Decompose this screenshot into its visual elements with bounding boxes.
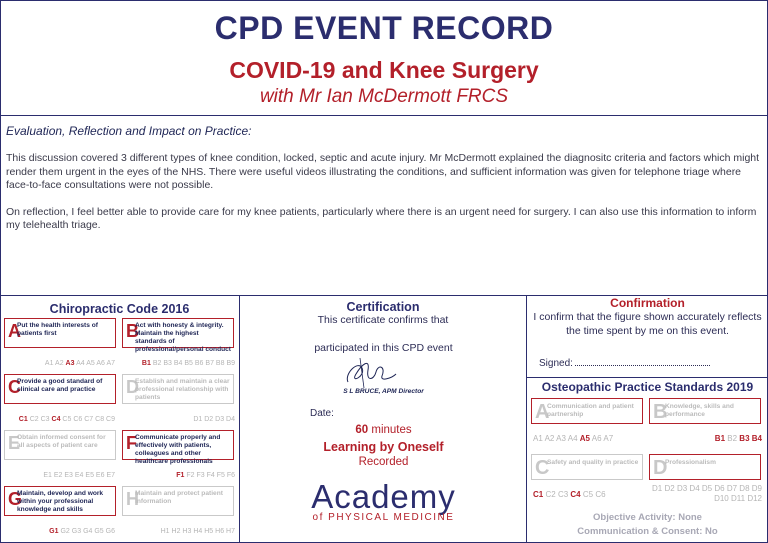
subcode-c5: C5	[582, 490, 594, 499]
osteo-c-subcodes	[533, 490, 606, 499]
subcode-d8: D8	[739, 484, 750, 493]
chiro-code-c	[4, 374, 116, 404]
subcode-a4: A4	[567, 434, 578, 443]
confirmation-heading: Confirmation	[610, 296, 685, 310]
subcode-b7: B7	[205, 360, 214, 367]
confirmation-box	[527, 296, 768, 378]
osteo-standard-d	[649, 454, 761, 480]
subcode-c5: C5	[62, 416, 72, 423]
chiro-code-f	[122, 430, 234, 465]
subcode-d1: D1	[652, 484, 663, 493]
subcode-d12: D12	[747, 494, 762, 503]
standard-description: Safety and quality in practice	[547, 459, 639, 466]
code-letter: C	[8, 377, 21, 397]
standard-letter: B	[653, 401, 668, 423]
subcode-g6: G6	[105, 528, 115, 535]
osteo-d-subcodes	[650, 484, 762, 504]
standard-letter: D	[653, 457, 668, 479]
chiro-b-subcodes	[142, 360, 235, 367]
osteo-a-subcodes	[533, 434, 613, 443]
chiro-h-subcodes	[161, 528, 235, 535]
code-letter: F	[126, 433, 137, 453]
subcode-c2: C2	[545, 490, 556, 499]
director-name: S L BRUCE, APM Director	[343, 388, 424, 395]
subcode-d2: D2	[664, 484, 675, 493]
subcode-b5: B5	[184, 360, 193, 367]
subcode-h1: H1	[160, 528, 170, 535]
subcode-b4: B4	[751, 434, 762, 443]
subcode-c1: C1	[533, 490, 544, 499]
code-description: Provide a good standard of clinical care and practice	[17, 378, 103, 393]
subcode-h2: H2	[171, 528, 181, 535]
record-status: Recorded	[358, 456, 409, 468]
subcode-c8: C8	[95, 416, 105, 423]
subcode-a6: A6	[591, 434, 602, 443]
subcode-d3: D3	[215, 416, 225, 423]
evaluation-paragraph-2: On reflection, I feel better able to provide care for my knee patients, particularly where there is an urgent need for surgery. I can also use this information to inform my telehealth triage.	[6, 205, 757, 231]
date-label: Date:	[310, 408, 334, 419]
subcode-a3: A3	[65, 360, 75, 367]
signature-line[interactable]	[575, 365, 710, 366]
subcode-a1: A1	[44, 360, 54, 367]
subcode-d1: D1	[193, 416, 203, 423]
subcode-d11: D11	[730, 494, 746, 503]
subcode-a7: A7	[106, 360, 115, 367]
code-description: Communicate properly and effectively with patients, colleagues and other healthcare professionals	[135, 434, 221, 465]
subcode-a4: A4	[76, 360, 85, 367]
objective-activity: Objective Activity: None	[593, 512, 702, 523]
subcode-g3: G3	[71, 528, 82, 535]
subcode-e3: E3	[64, 472, 73, 479]
subcode-h6: H6	[215, 528, 225, 535]
subcode-d2: D2	[204, 416, 214, 423]
chiropractic-section	[0, 296, 240, 543]
subcode-h5: H5	[204, 528, 214, 535]
subcode-f1: F1	[176, 472, 185, 479]
subcode-h4: H4	[193, 528, 203, 535]
code-description: Put the health interests of patients first	[17, 322, 98, 337]
subcode-g1: G1	[49, 528, 59, 535]
subcode-g2: G2	[60, 528, 70, 535]
certification-section	[240, 296, 527, 543]
code-letter: D	[126, 377, 139, 397]
subcode-e1: E1	[43, 472, 52, 479]
subcode-c1: C1	[18, 416, 28, 423]
code-letter: A	[8, 321, 21, 341]
subcode-e6: E6	[95, 472, 105, 479]
subcode-c7: C7	[84, 416, 94, 423]
director-signature-mark	[340, 354, 400, 390]
chiropractic-heading: Chiropractic Code 2016	[49, 302, 190, 316]
subcode-c3: C3	[40, 416, 50, 423]
code-description: Maintain and protect patient information	[135, 490, 223, 505]
subcode-f4: F4	[206, 472, 215, 479]
subcode-e7: E7	[106, 472, 115, 479]
subcode-a1: A1	[533, 434, 543, 443]
standard-description: Professionalism	[665, 459, 716, 466]
subcode-d4: D4	[226, 416, 235, 423]
subcode-f5: F5	[216, 472, 225, 479]
subcode-b1: B1	[141, 360, 151, 367]
subcode-b3: B3	[163, 360, 172, 367]
code-description: Obtain informed consent for all aspects of patient care	[17, 434, 106, 449]
evaluation-heading: Evaluation, Reflection and Impact on Practice:	[6, 124, 252, 138]
standard-description: Knowledge, skills and performance	[665, 403, 734, 418]
osteo-standard-c	[531, 454, 643, 480]
subcode-g5: G5	[94, 528, 104, 535]
subcode-c2: C2	[29, 416, 39, 423]
subcode-f6: F6	[226, 472, 235, 479]
osteo-standard-b	[649, 398, 761, 424]
subcode-b3: B3	[739, 434, 750, 443]
code-letter: E	[8, 433, 21, 453]
certification-line-1: This certificate confirms that	[317, 314, 449, 326]
activity-type: Learning by Oneself	[323, 440, 444, 454]
subcode-d6: D6	[714, 484, 725, 493]
subcode-c9: C9	[106, 416, 115, 423]
subcode-c3: C3	[557, 490, 569, 499]
code-letter: H	[126, 489, 139, 509]
subcode-f2: F2	[186, 472, 195, 479]
subcode-a5: A5	[86, 360, 95, 367]
osteo-standard-a	[531, 398, 643, 424]
right-section	[527, 296, 768, 543]
standard-letter: A	[535, 401, 550, 423]
minutes-value: 60	[355, 424, 369, 436]
certification-heading: Certification	[346, 300, 420, 314]
signature-field[interactable]	[539, 358, 710, 369]
header	[0, 0, 768, 116]
subcode-b9: B9	[226, 360, 235, 367]
subcode-f3: F3	[196, 472, 205, 479]
chiro-g-subcodes	[49, 528, 115, 535]
subcode-b2: B2	[152, 360, 162, 367]
logo-wordmark: Academy	[311, 478, 456, 515]
standard-description: Communication and patient partnership	[547, 403, 634, 418]
signed-label: Signed:	[539, 358, 573, 369]
subcode-a3: A3	[556, 434, 566, 443]
subcode-d5: D5	[701, 484, 713, 493]
subcode-d3: D3	[676, 484, 688, 493]
evaluation-section	[0, 116, 768, 296]
chiro-e-subcodes	[43, 472, 115, 479]
academy-logo	[240, 478, 527, 523]
subcode-b8: B8	[215, 360, 225, 367]
osteopathic-heading: Osteopathic Practice Standards 2019	[541, 380, 754, 394]
code-description: Establish and maintain a clear professional relationship with patients	[135, 378, 230, 401]
chiro-code-e	[4, 430, 116, 460]
subcode-b1: B1	[714, 434, 726, 443]
logo-subtitle: of PHYSICAL MEDICINE	[312, 512, 455, 523]
chiro-f-subcodes	[176, 472, 235, 479]
subcode-d9: D9	[751, 484, 762, 493]
subcode-a5: A5	[579, 434, 590, 443]
subcode-c4: C4	[51, 416, 61, 423]
subcode-a7: A7	[603, 434, 614, 443]
subcode-d7: D7	[726, 484, 738, 493]
chiro-code-g	[4, 486, 116, 516]
subcode-d10: D10	[714, 494, 729, 503]
code-letter: B	[126, 321, 139, 341]
chiro-code-d	[122, 374, 234, 404]
chiro-code-a	[4, 318, 116, 348]
subcode-c4: C4	[570, 490, 581, 499]
subcode-c6: C6	[595, 490, 606, 499]
code-description: Maintain, develop and work within your professional knowledge and skills	[17, 490, 104, 513]
evaluation-paragraph-1: This discussion covered 3 different types of knee condition, locked, septic and acute injury. Mr McDermott explained the diagnositc criteria and factors which might render them urgent in the eyes of the NHS. There were useful videos illustrating the conditions, and sufficient information was given for telephone triage where face-to-face consultations were not possible.	[6, 152, 760, 191]
minutes-unit: minutes	[371, 424, 412, 436]
subcode-h3: H3	[182, 528, 192, 535]
subcode-a2: A2	[544, 434, 555, 443]
cpd-minutes	[240, 424, 527, 436]
event-title: COVID-19 and Knee Surgery	[229, 57, 539, 83]
chiro-code-b	[122, 318, 234, 353]
code-description: Act with honesty & integrity. Maintain the highest standards of professional/personal conduct	[135, 322, 231, 353]
chiro-c-subcodes	[19, 416, 115, 423]
chiro-d-subcodes	[193, 416, 235, 423]
subcode-e2: E2	[53, 472, 63, 479]
osteo-b-subcodes	[715, 434, 762, 443]
subcode-e5: E5	[85, 472, 94, 479]
subcode-c6: C6	[73, 416, 83, 423]
communication-consent: Communication & Consent: No	[577, 526, 718, 537]
subcode-b2: B2	[727, 434, 738, 443]
subcode-g4: G4	[83, 528, 93, 535]
certification-line-2: participated in this CPD event	[314, 342, 453, 354]
standard-letter: C	[535, 457, 550, 479]
code-letter: G	[8, 489, 23, 509]
subcode-h7: H7	[226, 528, 235, 535]
presenter: with Mr Ian McDermott FRCS	[259, 86, 509, 107]
chiro-code-h	[122, 486, 234, 516]
subcode-b6: B6	[194, 360, 204, 367]
page-title: CPD EVENT RECORD	[214, 10, 554, 46]
subcode-a6: A6	[96, 360, 105, 367]
subcode-d4: D4	[689, 484, 700, 493]
chiro-a-subcodes	[45, 360, 115, 367]
subcode-a2: A2	[55, 360, 64, 367]
subcode-e4: E4	[74, 472, 84, 479]
confirmation-text: I confirm that the figure shown accurately reflects the time spent by me on this event.	[533, 311, 762, 337]
subcode-b4: B4	[173, 360, 183, 367]
